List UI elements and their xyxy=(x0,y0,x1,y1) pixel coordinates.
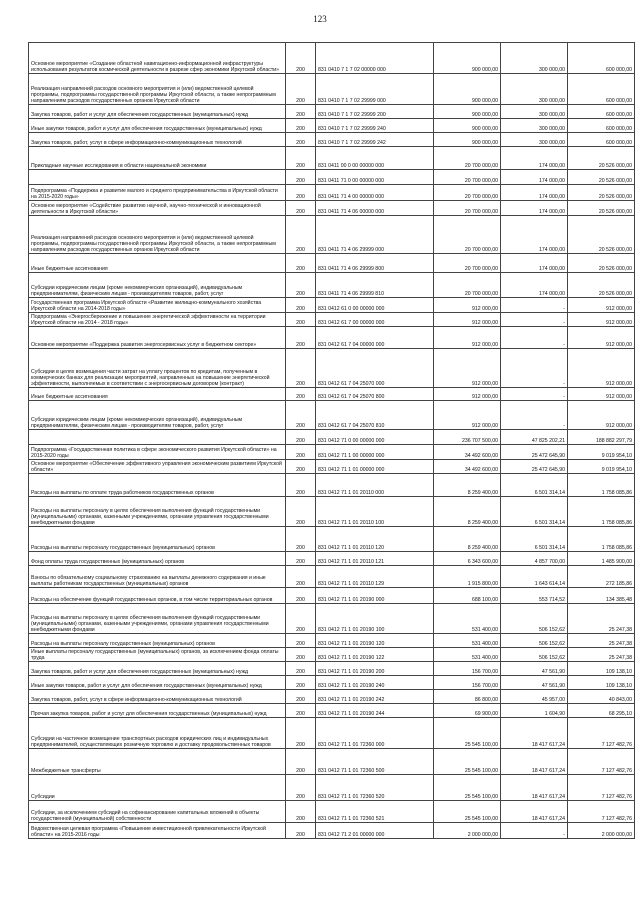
row-remaining-cell: 600 000,00 xyxy=(568,74,635,105)
table-row xyxy=(29,704,635,718)
row-name-cell: Взносы по обязательному социальному страхованию на выплаты денежного содержания и иные выплаты работникам государственных (муниципальных) органов xyxy=(29,566,286,588)
row-approved-cell: 912 000,00 xyxy=(434,388,501,401)
row-remaining-cell: 7 127 482,76 xyxy=(568,775,635,801)
row-executed-cell: 300 000,00 xyxy=(501,43,568,74)
row-executed-cell: 300 000,00 xyxy=(501,105,568,119)
row-name-cell: Иные выплаты персоналу государственных (муниципальных) органов, за исключением фонда оплаты труда xyxy=(29,648,286,662)
row-approved-cell: 912 000,00 xyxy=(434,298,501,313)
row-remaining-cell: 20 526 000,00 xyxy=(568,147,635,170)
row-code-cell: 200 xyxy=(286,566,316,588)
table-row xyxy=(29,74,635,105)
row-approved-cell: 20 700 000,00 xyxy=(434,147,501,170)
row-executed-cell: 25 472 645,90 xyxy=(501,460,568,474)
row-kbk-cell: 831 0412 71 0 00 00000 000 xyxy=(316,430,434,445)
table-row xyxy=(29,823,635,839)
row-executed-cell: - xyxy=(501,313,568,327)
row-code-cell: 200 xyxy=(286,298,316,313)
table-row xyxy=(29,801,635,823)
row-executed-cell: - xyxy=(501,327,568,349)
row-name-cell: Государственная программа Иркутской области «Развитие жилищно-коммунального хозяйства Иркутской области на 2014-2018 годы» xyxy=(29,298,286,313)
row-code-cell: 200 xyxy=(286,497,316,527)
table-row xyxy=(29,273,635,298)
row-code-cell: 200 xyxy=(286,718,316,749)
row-name-cell: Закупка товаров, работ и услуг для обеспечения государственных (муниципальных) нужд xyxy=(29,105,286,119)
row-executed-cell: 174 000,00 xyxy=(501,170,568,185)
row-executed-cell: 6 501 314,14 xyxy=(501,497,568,527)
row-name-cell: Расходы на выплаты персоналу в целях обеспечения выполнения функций государственными (муниципальными) органами, казенными учреждениями, органами управления государственными внебюджетными фондами xyxy=(29,604,286,634)
row-kbk-cell: 831 0412 71 1 01 20110 129 xyxy=(316,566,434,588)
row-code-cell: 200 xyxy=(286,216,316,254)
row-approved-cell: 912 000,00 xyxy=(434,327,501,349)
row-code-cell: 200 xyxy=(286,474,316,497)
row-code-cell: 200 xyxy=(286,704,316,718)
row-remaining-cell: 134 385,48 xyxy=(568,588,635,604)
table-row xyxy=(29,430,635,445)
row-approved-cell: 20 700 000,00 xyxy=(434,201,501,216)
row-name-cell: Субсидии xyxy=(29,775,286,801)
row-kbk-cell: 831 0411 71 4 00 00000 000 xyxy=(316,185,434,201)
row-executed-cell: 25 472 645,90 xyxy=(501,445,568,460)
row-kbk-cell: 831 0412 71 1 01 72360 500 xyxy=(316,749,434,775)
row-name-cell: Закупка товаров, работ, услуг в сфере информационно-коммуникационных технологий xyxy=(29,133,286,147)
row-approved-cell: 20 700 000,00 xyxy=(434,273,501,298)
row-approved-cell: 20 700 000,00 xyxy=(434,216,501,254)
row-name-cell: Прикладные научные исследования в области национальной экономики xyxy=(29,147,286,170)
row-name-cell xyxy=(29,430,286,445)
row-approved-cell: 69 900,00 xyxy=(434,704,501,718)
row-name-cell: Реализация направлений расходов основного мероприятия и (или) ведомственной целевой программы, подпрограммы государственной программы Иркутской области, а также непрограммным направлениям расходов государственных органов Иркутской области xyxy=(29,216,286,254)
row-executed-cell: 1 643 614,14 xyxy=(501,566,568,588)
row-code-cell: 200 xyxy=(286,445,316,460)
table-row xyxy=(29,718,635,749)
row-name-cell: Расходы на выплаты персоналу государственных (муниципальных) органов xyxy=(29,634,286,648)
row-approved-cell: 6 343 600,00 xyxy=(434,552,501,566)
row-kbk-cell: 831 0411 71 0 00 00000 000 xyxy=(316,170,434,185)
row-kbk-cell: 831 0412 61 7 04 00000 000 xyxy=(316,327,434,349)
row-name-cell xyxy=(29,170,286,185)
table-row xyxy=(29,43,635,74)
row-executed-cell: 174 000,00 xyxy=(501,216,568,254)
table-row xyxy=(29,216,635,254)
row-approved-cell: 8 259 400,00 xyxy=(434,497,501,527)
row-executed-cell: 174 000,00 xyxy=(501,273,568,298)
row-executed-cell: - xyxy=(501,401,568,430)
row-code-cell: 200 xyxy=(286,634,316,648)
table-row xyxy=(29,648,635,662)
row-approved-cell: 2 000 000,00 xyxy=(434,823,501,839)
row-name-cell: Субсидии на частичное возмещение транспортных расходов юридических лиц и индивидуальных предпринимателей, осуществляющих розничную торговлю и доставку продовольственных товаров xyxy=(29,718,286,749)
row-approved-cell: 25 545 100,00 xyxy=(434,718,501,749)
row-code-cell: 200 xyxy=(286,648,316,662)
row-code-cell: 200 xyxy=(286,147,316,170)
table-row xyxy=(29,566,635,588)
row-approved-cell: 236 707 500,00 xyxy=(434,430,501,445)
row-executed-cell: 174 000,00 xyxy=(501,147,568,170)
row-executed-cell: 18 417 617,24 xyxy=(501,775,568,801)
row-remaining-cell: 600 000,00 xyxy=(568,119,635,133)
row-code-cell: 200 xyxy=(286,823,316,839)
row-name-cell: Расходы на обеспечение функций государственных органов, в том числе территориальных органов xyxy=(29,588,286,604)
row-remaining-cell: 20 526 000,00 xyxy=(568,170,635,185)
row-executed-cell: 18 417 617,24 xyxy=(501,749,568,775)
row-name-cell: Иные закупки товаров, работ и услуг для обеспечения государственных (муниципальных) нужд xyxy=(29,676,286,690)
row-code-cell: 200 xyxy=(286,527,316,552)
row-remaining-cell: 20 526 000,00 xyxy=(568,201,635,216)
row-code-cell: 200 xyxy=(286,460,316,474)
table-row xyxy=(29,497,635,527)
table-row xyxy=(29,298,635,313)
row-code-cell: 200 xyxy=(286,133,316,147)
table-row xyxy=(29,749,635,775)
row-executed-cell: - xyxy=(501,349,568,388)
row-kbk-cell: 831 0410 7 1 7 02 29999 000 xyxy=(316,74,434,105)
row-executed-cell: 47 825 202,21 xyxy=(501,430,568,445)
row-executed-cell: 506 152,62 xyxy=(501,634,568,648)
row-kbk-cell: 831 0411 71 4 06 29999 800 xyxy=(316,254,434,273)
row-name-cell: Субсидии в целях возмещения части затрат на уплату процентов по кредитам, полученным в коммерческих банках для реализации мероприятий, направленных на повышение энергетической эффективности, выполняемых в соответствии с энергосервисным договором (контракт) xyxy=(29,349,286,388)
row-kbk-cell: 831 0412 71 1 01 20110 121 xyxy=(316,552,434,566)
row-name-cell: Реализация направлений расходов основного мероприятия и (или) ведомственной целевой программы, подпрограммы государственной программы Иркутской области, а также непрограммным направлениям расходов государственных органов Иркутской области xyxy=(29,74,286,105)
row-kbk-cell: 831 0412 71 1 01 20190 120 xyxy=(316,634,434,648)
row-remaining-cell: 9 019 954,10 xyxy=(568,445,635,460)
row-code-cell: 200 xyxy=(286,775,316,801)
row-code-cell: 200 xyxy=(286,119,316,133)
row-executed-cell: 174 000,00 xyxy=(501,201,568,216)
row-approved-cell: 900 000,00 xyxy=(434,119,501,133)
row-approved-cell: 34 492 600,00 xyxy=(434,460,501,474)
row-kbk-cell: 831 0410 7 1 7 02 29999 240 xyxy=(316,119,434,133)
row-remaining-cell: 912 000,00 xyxy=(568,401,635,430)
row-code-cell: 200 xyxy=(286,552,316,566)
row-name-cell: Основное мероприятие «Создание областной навигационно-информационной инфраструктуры использования результатов космической деятельности в разрезе сфер экономики Иркутской области» xyxy=(29,43,286,74)
table-row xyxy=(29,254,635,273)
row-remaining-cell: 272 185,86 xyxy=(568,566,635,588)
table-row xyxy=(29,634,635,648)
row-code-cell: 200 xyxy=(286,604,316,634)
table-row xyxy=(29,662,635,676)
row-code-cell: 200 xyxy=(286,430,316,445)
row-name-cell: Субсидии, за исключением субсидий на софинансирование капитальных вложений в объекты государственной (муниципальной) собственности xyxy=(29,801,286,823)
row-code-cell: 200 xyxy=(286,201,316,216)
row-code-cell: 200 xyxy=(286,313,316,327)
row-code-cell: 200 xyxy=(286,801,316,823)
row-name-cell: Фонд оплаты труда государственных (муниципальных) органов xyxy=(29,552,286,566)
row-approved-cell: 912 000,00 xyxy=(434,349,501,388)
row-remaining-cell: 912 000,00 xyxy=(568,298,635,313)
row-name-cell: Закупка товаров, работ, услуг в сфере информационно-коммуникационных технологий xyxy=(29,690,286,704)
row-approved-cell: 25 545 100,00 xyxy=(434,749,501,775)
row-kbk-cell: 831 0412 61 7 04 25070 810 xyxy=(316,401,434,430)
table-row xyxy=(29,775,635,801)
row-approved-cell: 531 400,00 xyxy=(434,634,501,648)
row-remaining-cell: 2 000 000,00 xyxy=(568,823,635,839)
row-code-cell: 200 xyxy=(286,43,316,74)
row-remaining-cell: 109 138,10 xyxy=(568,676,635,690)
row-name-cell: Межбюджетные трансферты xyxy=(29,749,286,775)
row-remaining-cell: 912 000,00 xyxy=(568,349,635,388)
row-kbk-cell: 831 0411 71 4 06 00000 000 xyxy=(316,201,434,216)
row-code-cell: 200 xyxy=(286,185,316,201)
row-executed-cell: 506 152,62 xyxy=(501,604,568,634)
row-code-cell: 200 xyxy=(286,401,316,430)
row-executed-cell: 300 000,00 xyxy=(501,133,568,147)
row-remaining-cell: 1 758 085,86 xyxy=(568,527,635,552)
row-remaining-cell: 7 127 482,76 xyxy=(568,718,635,749)
table-row xyxy=(29,388,635,401)
row-code-cell: 200 xyxy=(286,170,316,185)
table-row xyxy=(29,170,635,185)
row-approved-cell: 912 000,00 xyxy=(434,313,501,327)
row-kbk-cell: 831 0412 61 7 04 25070 800 xyxy=(316,388,434,401)
row-name-cell: Иные бюджетные ассигнования xyxy=(29,254,286,273)
row-executed-cell: 174 000,00 xyxy=(501,185,568,201)
row-kbk-cell: 831 0411 71 4 06 29999 000 xyxy=(316,216,434,254)
row-executed-cell: - xyxy=(501,298,568,313)
row-executed-cell: 6 501 314,14 xyxy=(501,474,568,497)
row-name-cell: Иные закупки товаров, работ и услуг для обеспечения государственных (муниципальных) нужд xyxy=(29,119,286,133)
row-approved-cell: 86 800,00 xyxy=(434,690,501,704)
row-code-cell: 200 xyxy=(286,388,316,401)
row-remaining-cell: 25 247,38 xyxy=(568,604,635,634)
row-remaining-cell: 20 526 000,00 xyxy=(568,254,635,273)
row-code-cell: 200 xyxy=(286,749,316,775)
row-name-cell: Расходы на выплаты по оплате труда работников государственных органов xyxy=(29,474,286,497)
row-code-cell: 200 xyxy=(286,588,316,604)
row-kbk-cell: 831 0412 71 1 01 20110 100 xyxy=(316,497,434,527)
row-approved-cell: 25 545 100,00 xyxy=(434,801,501,823)
row-name-cell: Иные бюджетные ассигнования xyxy=(29,388,286,401)
row-approved-cell: 156 700,00 xyxy=(434,676,501,690)
row-executed-cell: 553 714,52 xyxy=(501,588,568,604)
row-code-cell: 200 xyxy=(286,254,316,273)
row-executed-cell: - xyxy=(501,823,568,839)
budget-execution-table xyxy=(28,42,635,839)
table-row xyxy=(29,327,635,349)
row-kbk-cell: 831 0410 7 1 7 02 29999 242 xyxy=(316,133,434,147)
table-row xyxy=(29,460,635,474)
row-approved-cell: 25 545 100,00 xyxy=(434,775,501,801)
row-name-cell: Закупка товаров, работ и услуг для обеспечения государственных (муниципальных) нужд xyxy=(29,662,286,676)
row-approved-cell: 531 400,00 xyxy=(434,604,501,634)
row-kbk-cell: 831 0412 71 1 01 72360 000 xyxy=(316,718,434,749)
row-name-cell: Основное мероприятие «Содействие развитию научной, научно-технической и инновационной деятельности в Иркутской области» xyxy=(29,201,286,216)
row-approved-cell: 8 259 400,00 xyxy=(434,527,501,552)
row-kbk-cell: 831 0412 71 1 01 20190 242 xyxy=(316,690,434,704)
row-remaining-cell: 25 247,38 xyxy=(568,634,635,648)
row-kbk-cell: 831 0412 71 1 01 20190 244 xyxy=(316,704,434,718)
row-approved-cell: 900 000,00 xyxy=(434,105,501,119)
row-kbk-cell: 831 0412 71 1 01 20190 122 xyxy=(316,648,434,662)
row-remaining-cell: 20 526 000,00 xyxy=(568,185,635,201)
row-name-cell: Подпрограмма «Поддержка и развитие малого и среднего предпринимательства в Иркутской области на 2015-2020 годы» xyxy=(29,185,286,201)
row-executed-cell: 300 000,00 xyxy=(501,119,568,133)
row-remaining-cell: 20 526 000,00 xyxy=(568,273,635,298)
row-remaining-cell: 912 000,00 xyxy=(568,313,635,327)
row-kbk-cell: 831 0412 71 1 01 72360 520 xyxy=(316,775,434,801)
row-executed-cell: 18 417 617,24 xyxy=(501,801,568,823)
row-executed-cell: 300 000,00 xyxy=(501,74,568,105)
table-row xyxy=(29,119,635,133)
table-row xyxy=(29,474,635,497)
row-executed-cell: 506 152,62 xyxy=(501,648,568,662)
row-remaining-cell: 7 127 482,76 xyxy=(568,801,635,823)
row-name-cell: Подпрограмма «Энергосбережение и повышение энергетической эффективности на территории Иркутской области на 2014 - 2018 годы» xyxy=(29,313,286,327)
row-name-cell: Ведомственная целевая программа «Повышение инвестиционной привлекательности Иркутской области» на 2015-2016 годы xyxy=(29,823,286,839)
row-kbk-cell: 831 0412 71 2 01 00000 000 xyxy=(316,823,434,839)
row-executed-cell: 18 417 617,24 xyxy=(501,718,568,749)
row-name-cell: Расходы на выплаты персоналу в целях обеспечения выполнения функций государственными (муниципальными) органами, казенными учреждениями, органами управления государственными внебюджетными фондами xyxy=(29,497,286,527)
table-row xyxy=(29,313,635,327)
row-executed-cell: 174 000,00 xyxy=(501,254,568,273)
row-remaining-cell: 600 000,00 xyxy=(568,105,635,119)
row-name-cell: Основное мероприятие «Поддержка развития энергосервисных услуг в бюджетном секторе» xyxy=(29,327,286,349)
row-code-cell: 200 xyxy=(286,74,316,105)
row-approved-cell: 20 700 000,00 xyxy=(434,254,501,273)
row-code-cell: 200 xyxy=(286,676,316,690)
table-row xyxy=(29,690,635,704)
row-kbk-cell: 831 0410 7 1 7 02 29999 200 xyxy=(316,105,434,119)
page-number: 123 xyxy=(313,14,327,24)
row-remaining-cell: 9 019 954,10 xyxy=(568,460,635,474)
row-remaining-cell: 600 000,00 xyxy=(568,43,635,74)
row-name-cell: Субсидии юридическим лицам (кроме некоммерческих организаций), индивидуальным предпринимателям, физическим лицам - производителям товаров, работ, услуг xyxy=(29,273,286,298)
row-remaining-cell: 40 843,00 xyxy=(568,690,635,704)
row-kbk-cell: 831 0412 71 1 01 20110 000 xyxy=(316,474,434,497)
table-row xyxy=(29,105,635,119)
table-body xyxy=(29,43,635,839)
row-approved-cell: 156 700,00 xyxy=(434,662,501,676)
table-row xyxy=(29,604,635,634)
row-approved-cell: 900 000,00 xyxy=(434,74,501,105)
row-kbk-cell: 831 0412 61 0 00 00000 000 xyxy=(316,298,434,313)
row-kbk-cell: 831 0412 71 1 01 00000 000 xyxy=(316,460,434,474)
row-remaining-cell: 188 882 297,79 xyxy=(568,430,635,445)
row-approved-cell: 1 915 800,00 xyxy=(434,566,501,588)
row-approved-cell: 688 100,00 xyxy=(434,588,501,604)
row-remaining-cell: 20 526 000,00 xyxy=(568,216,635,254)
row-code-cell: 200 xyxy=(286,105,316,119)
table-row xyxy=(29,527,635,552)
row-kbk-cell: 831 0412 71 1 01 20190 100 xyxy=(316,604,434,634)
row-kbk-cell: 831 0412 71 1 00 00000 000 xyxy=(316,445,434,460)
row-kbk-cell: 831 0412 71 1 01 20190 000 xyxy=(316,588,434,604)
table-row xyxy=(29,147,635,170)
row-executed-cell: 47 561,90 xyxy=(501,662,568,676)
row-name-cell: Субсидии юридическим лицам (кроме некоммерческих организаций), индивидуальным предпринимателям, физическим лицам - производителям товаров, работ, услуг xyxy=(29,401,286,430)
row-approved-cell: 34 492 600,00 xyxy=(434,445,501,460)
table-row xyxy=(29,676,635,690)
row-kbk-cell: 831 0412 71 1 01 20190 240 xyxy=(316,676,434,690)
row-remaining-cell: 912 000,00 xyxy=(568,388,635,401)
row-executed-cell: 47 561,90 xyxy=(501,676,568,690)
row-kbk-cell: 831 0410 7 1 7 02 00000 000 xyxy=(316,43,434,74)
row-executed-cell: 4 857 700,00 xyxy=(501,552,568,566)
row-remaining-cell: 1 758 085,86 xyxy=(568,497,635,527)
row-executed-cell: 45 957,00 xyxy=(501,690,568,704)
row-remaining-cell: 1 758 085,86 xyxy=(568,474,635,497)
row-name-cell: Расходы на выплаты персоналу государственных (муниципальных) органов xyxy=(29,527,286,552)
table-row xyxy=(29,185,635,201)
row-code-cell: 200 xyxy=(286,349,316,388)
row-kbk-cell: 831 0412 61 7 04 25070 000 xyxy=(316,349,434,388)
row-approved-cell: 900 000,00 xyxy=(434,133,501,147)
row-name-cell: Прочая закупка товаров, работ и услуг для обеспечения государственных (муниципальных) нужд xyxy=(29,704,286,718)
row-executed-cell: - xyxy=(501,388,568,401)
row-code-cell: 200 xyxy=(286,273,316,298)
row-remaining-cell: 25 247,38 xyxy=(568,648,635,662)
row-remaining-cell: 600 000,00 xyxy=(568,133,635,147)
row-approved-cell: 900 000,00 xyxy=(434,43,501,74)
table-row xyxy=(29,349,635,388)
row-approved-cell: 20 700 000,00 xyxy=(434,170,501,185)
row-name-cell: Подпрограмма «Государственная политика в сфере экономического развития Иркутской области» на 2015-2020 годы xyxy=(29,445,286,460)
row-kbk-cell: 831 0412 61 7 00 00000 000 xyxy=(316,313,434,327)
row-kbk-cell: 831 0411 00 0 00 00000 000 xyxy=(316,147,434,170)
table-row xyxy=(29,401,635,430)
row-approved-cell: 912 000,00 xyxy=(434,401,501,430)
row-executed-cell: 6 501 314,14 xyxy=(501,527,568,552)
table-row xyxy=(29,552,635,566)
table-row xyxy=(29,588,635,604)
row-approved-cell: 8 259 400,00 xyxy=(434,474,501,497)
row-kbk-cell: 831 0412 71 1 01 20190 200 xyxy=(316,662,434,676)
row-kbk-cell: 831 0411 71 4 06 29999 810 xyxy=(316,273,434,298)
row-remaining-cell: 109 138,10 xyxy=(568,662,635,676)
row-code-cell: 200 xyxy=(286,662,316,676)
row-code-cell: 200 xyxy=(286,327,316,349)
row-approved-cell: 531 400,00 xyxy=(434,648,501,662)
row-remaining-cell: 1 485 900,00 xyxy=(568,552,635,566)
row-remaining-cell: 7 127 482,76 xyxy=(568,749,635,775)
row-remaining-cell: 912 000,00 xyxy=(568,327,635,349)
row-code-cell: 200 xyxy=(286,690,316,704)
table-row xyxy=(29,445,635,460)
table-row xyxy=(29,201,635,216)
row-kbk-cell: 831 0412 71 1 01 20110 120 xyxy=(316,527,434,552)
row-executed-cell: 1 604,90 xyxy=(501,704,568,718)
row-approved-cell: 20 700 000,00 xyxy=(434,185,501,201)
table-row xyxy=(29,133,635,147)
row-name-cell: Основное мероприятие «Обеспечение эффективного управления экономическим развитием Иркутской области» xyxy=(29,460,286,474)
row-kbk-cell: 831 0412 71 1 01 72360 521 xyxy=(316,801,434,823)
row-remaining-cell: 68 295,10 xyxy=(568,704,635,718)
